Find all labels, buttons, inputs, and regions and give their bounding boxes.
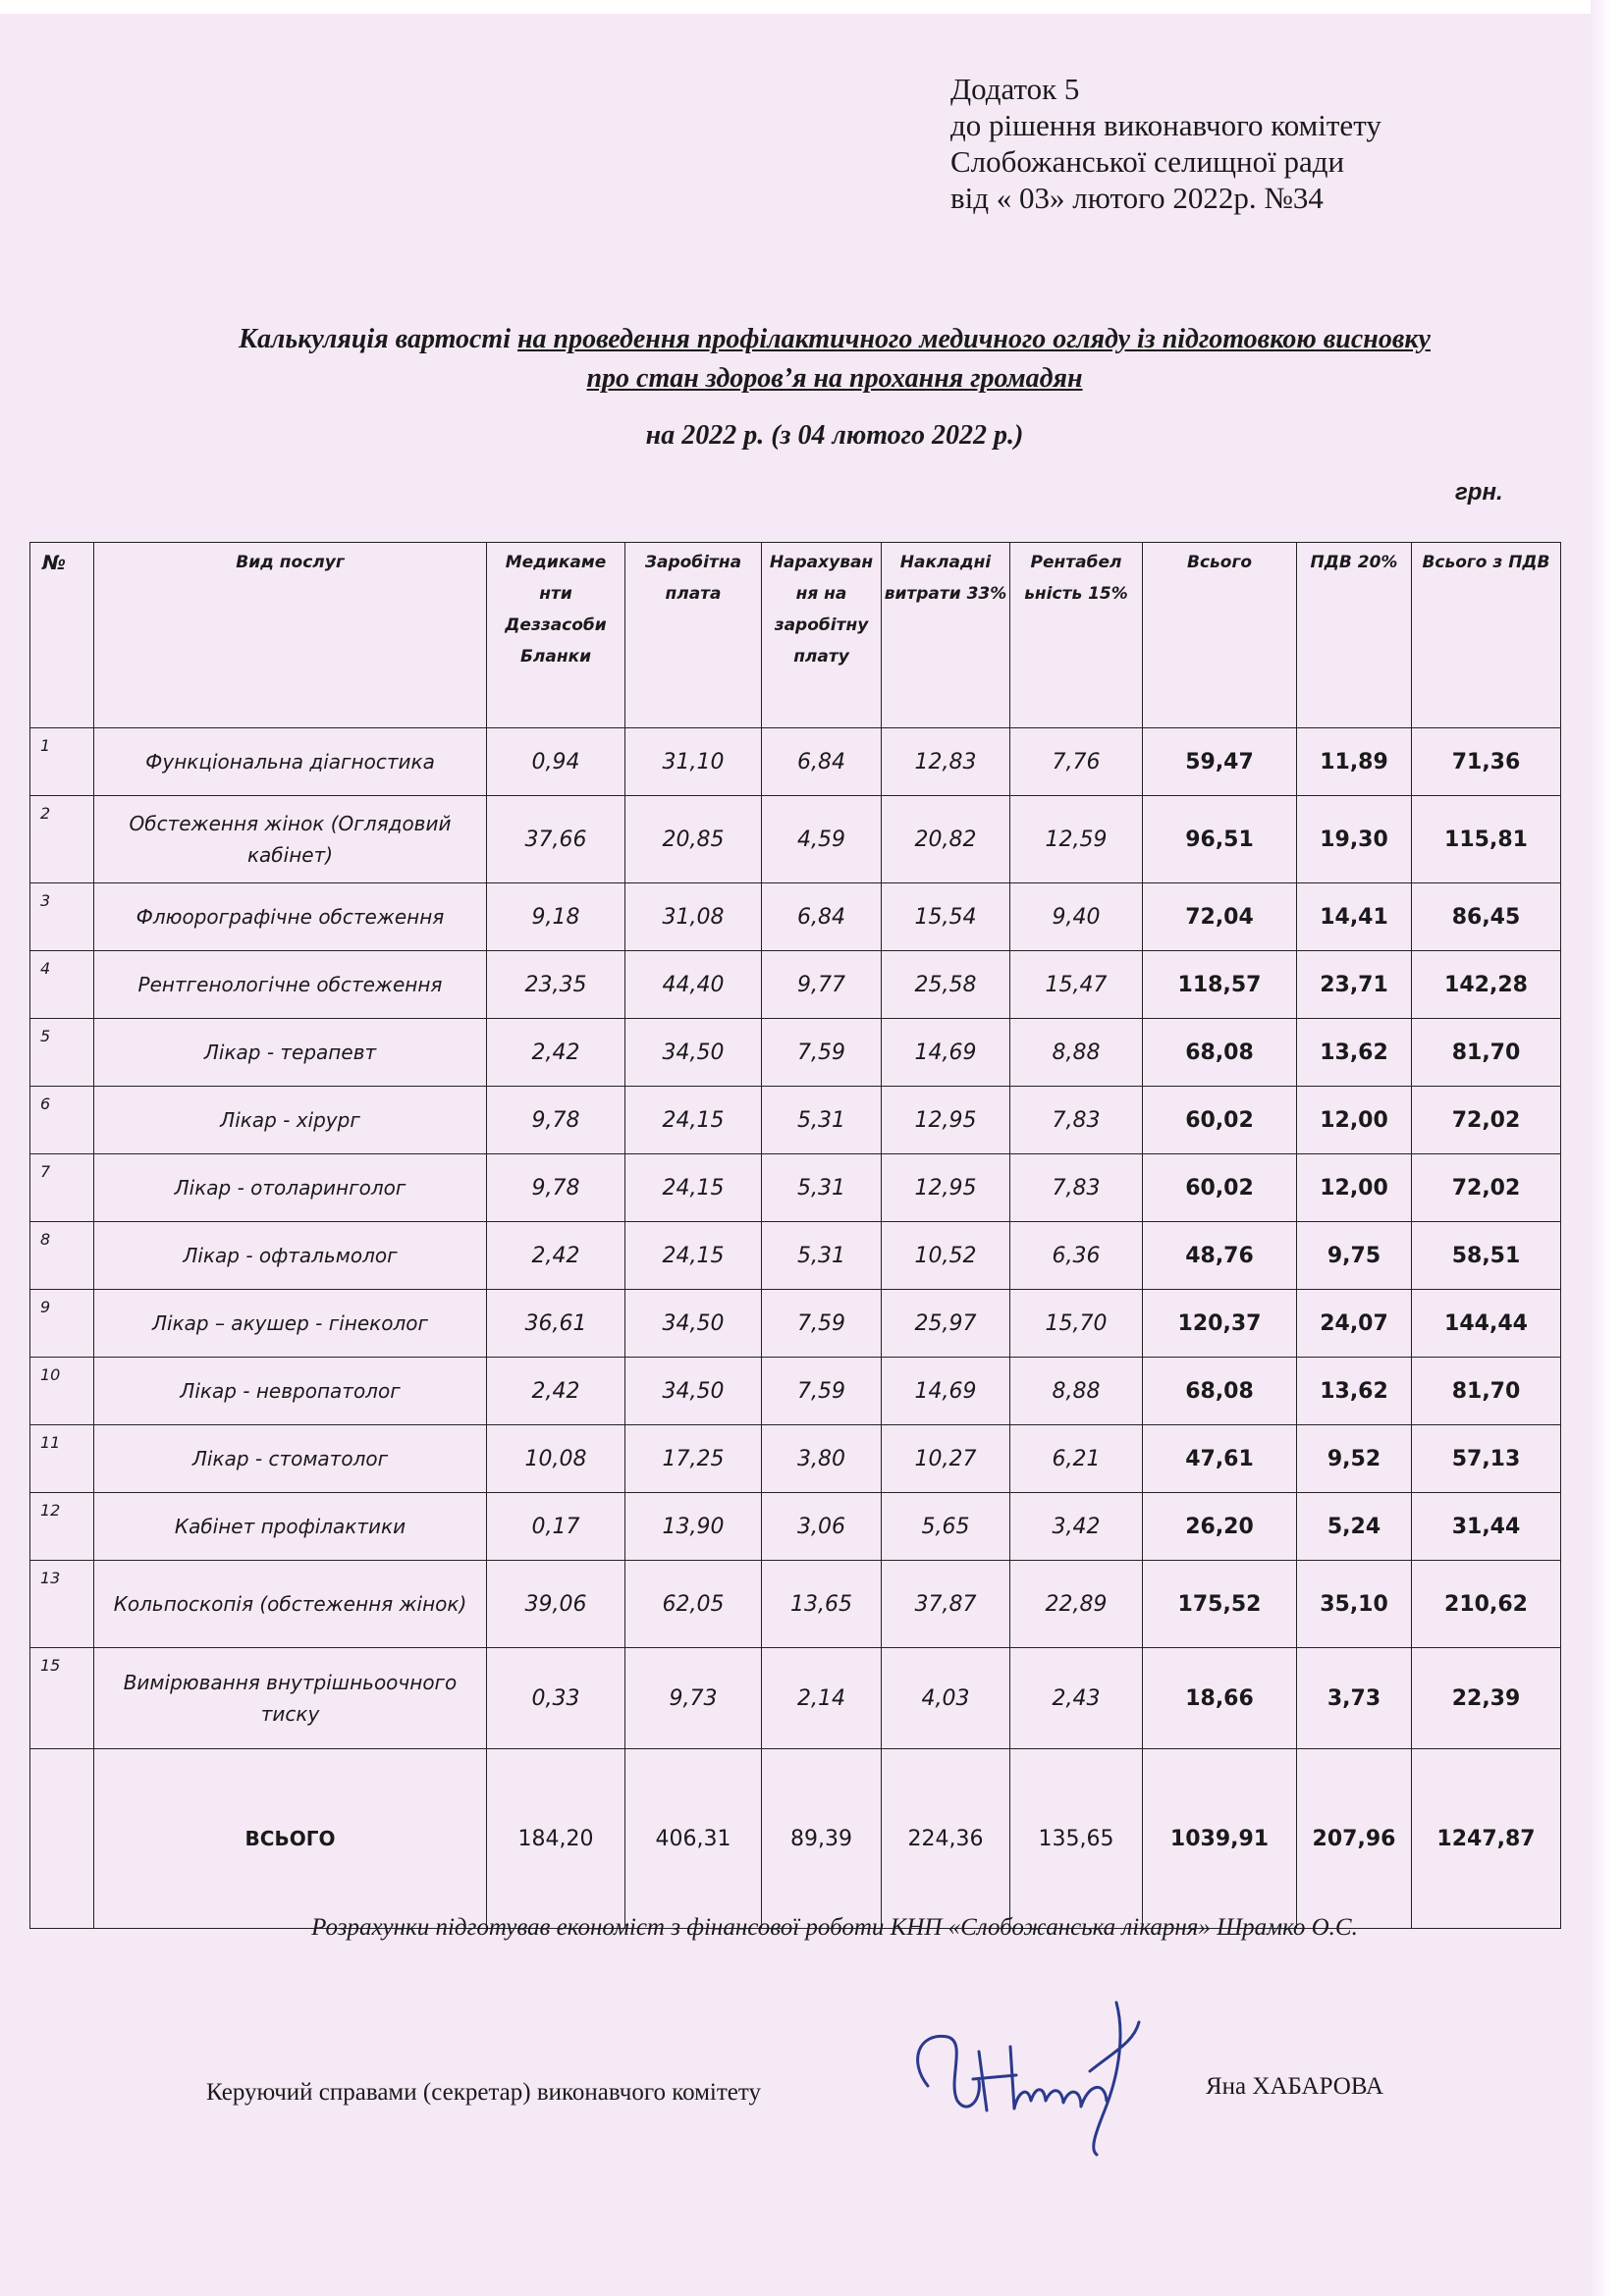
row-overhead: 10,27 xyxy=(882,1425,1010,1493)
row-overhead: 10,52 xyxy=(882,1222,1010,1290)
scan-edge-top xyxy=(0,0,1624,14)
annex-line: Слобожанської селищної ради xyxy=(950,144,1345,179)
row-num: 8 xyxy=(30,1222,94,1290)
row-vat: 11,89 xyxy=(1297,728,1412,796)
cost-table xyxy=(29,542,1561,1929)
row-salary: 24,15 xyxy=(625,1154,762,1222)
signer-name: Яна ХАБАРОВА xyxy=(1206,2073,1384,2100)
row-salary: 24,15 xyxy=(625,1087,762,1154)
row-total-vat: 210,62 xyxy=(1412,1561,1561,1648)
annex-block xyxy=(950,71,1381,216)
row-vat: 13,62 xyxy=(1297,1019,1412,1087)
scan-edge-right xyxy=(1591,0,1624,2296)
row-service: Лікар - невропатолог xyxy=(94,1358,487,1425)
row-total: 26,20 xyxy=(1143,1493,1297,1561)
table-row xyxy=(30,728,1561,796)
row-accruals: 7,59 xyxy=(762,1019,882,1087)
row-profit: 8,88 xyxy=(1010,1358,1143,1425)
row-profit: 8,88 xyxy=(1010,1019,1143,1087)
row-service: Лікар - хірург xyxy=(94,1087,487,1154)
row-service: Вимірювання внутрішньоочного тиску xyxy=(94,1648,487,1749)
row-meds: 9,78 xyxy=(487,1154,625,1222)
row-vat: 24,07 xyxy=(1297,1290,1412,1358)
row-accruals: 5,31 xyxy=(762,1087,882,1154)
row-profit: 12,59 xyxy=(1010,796,1143,883)
row-overhead: 37,87 xyxy=(882,1561,1010,1648)
header-salary: Заробітна плата xyxy=(625,543,762,728)
row-accruals: 3,80 xyxy=(762,1425,882,1493)
row-salary: 9,73 xyxy=(625,1648,762,1749)
total-meds: 184,20 xyxy=(487,1749,625,1929)
row-vat: 9,75 xyxy=(1297,1222,1412,1290)
currency-unit: грн. xyxy=(1455,479,1503,506)
row-service: Функціональна діагностика xyxy=(94,728,487,796)
table-row xyxy=(30,1087,1561,1154)
row-profit: 3,42 xyxy=(1010,1493,1143,1561)
row-service: Рентгенологічне обстеження xyxy=(94,951,487,1019)
table-row xyxy=(30,883,1561,951)
row-accruals: 5,31 xyxy=(762,1154,882,1222)
row-num: 5 xyxy=(30,1019,94,1087)
row-overhead: 5,65 xyxy=(882,1493,1010,1561)
row-service: Флюорографічне обстеження xyxy=(94,883,487,951)
row-vat: 12,00 xyxy=(1297,1154,1412,1222)
row-total: 60,02 xyxy=(1143,1087,1297,1154)
row-accruals: 7,59 xyxy=(762,1290,882,1358)
row-num: 11 xyxy=(30,1425,94,1493)
row-num: 6 xyxy=(30,1087,94,1154)
row-salary: 62,05 xyxy=(625,1561,762,1648)
row-overhead: 12,95 xyxy=(882,1154,1010,1222)
row-accruals: 6,84 xyxy=(762,728,882,796)
row-service: Кольпоскопія (обстеження жінок) xyxy=(94,1561,487,1648)
row-total-vat: 22,39 xyxy=(1412,1648,1561,1749)
row-meds: 37,66 xyxy=(487,796,625,883)
row-service: Лікар - отоларинголог xyxy=(94,1154,487,1222)
row-vat: 19,30 xyxy=(1297,796,1412,883)
row-total-vat: 72,02 xyxy=(1412,1154,1561,1222)
row-overhead: 12,83 xyxy=(882,728,1010,796)
row-meds: 36,61 xyxy=(487,1290,625,1358)
row-meds: 23,35 xyxy=(487,951,625,1019)
row-service: Обстеження жінок (Оглядовий кабінет) xyxy=(94,796,487,883)
table-row xyxy=(30,951,1561,1019)
total-total-vat: 1247,87 xyxy=(1412,1749,1561,1929)
row-total: 68,08 xyxy=(1143,1358,1297,1425)
row-total-vat: 142,28 xyxy=(1412,951,1561,1019)
document-title xyxy=(147,320,1522,399)
row-total: 175,52 xyxy=(1143,1561,1297,1648)
row-total: 72,04 xyxy=(1143,883,1297,951)
row-total-vat: 71,36 xyxy=(1412,728,1561,796)
row-profit: 15,70 xyxy=(1010,1290,1143,1358)
total-total: 1039,91 xyxy=(1143,1749,1297,1929)
row-salary: 34,50 xyxy=(625,1019,762,1087)
prepared-by-note: Розрахунки підготував економіст з фінансової роботи КНП «Слобожанська лікарня» Шрамко О.С. xyxy=(311,1914,1358,1941)
total-overhead: 224,36 xyxy=(882,1749,1010,1929)
table-row xyxy=(30,1290,1561,1358)
row-total-vat: 72,02 xyxy=(1412,1087,1561,1154)
row-vat: 23,71 xyxy=(1297,951,1412,1019)
row-total: 18,66 xyxy=(1143,1648,1297,1749)
row-accruals: 7,59 xyxy=(762,1358,882,1425)
row-salary: 24,15 xyxy=(625,1222,762,1290)
header-vat: ПДВ 20% xyxy=(1297,543,1412,728)
table-row xyxy=(30,1154,1561,1222)
row-profit: 6,21 xyxy=(1010,1425,1143,1493)
row-num: 9 xyxy=(30,1290,94,1358)
signer-title: Керуючий справами (секретар) виконавчого комітету xyxy=(206,2079,761,2106)
row-profit: 15,47 xyxy=(1010,951,1143,1019)
row-overhead: 15,54 xyxy=(882,883,1010,951)
row-overhead: 12,95 xyxy=(882,1087,1010,1154)
row-overhead: 25,97 xyxy=(882,1290,1010,1358)
row-total-vat: 58,51 xyxy=(1412,1222,1561,1290)
row-salary: 31,10 xyxy=(625,728,762,796)
row-total-vat: 31,44 xyxy=(1412,1493,1561,1561)
row-meds: 39,06 xyxy=(487,1561,625,1648)
header-overhead: Накладні витрати 33% xyxy=(882,543,1010,728)
row-meds: 0,33 xyxy=(487,1648,625,1749)
annex-line: до рішення виконавчого комітету xyxy=(950,108,1381,142)
row-meds: 2,42 xyxy=(487,1358,625,1425)
row-num: 13 xyxy=(30,1561,94,1648)
row-meds: 2,42 xyxy=(487,1019,625,1087)
title-underlined: на проведення профілактичного медичного огляду із підготовкою висновку xyxy=(516,324,1431,354)
table-row xyxy=(30,1222,1561,1290)
row-total-vat: 86,45 xyxy=(1412,883,1561,951)
header-num: № xyxy=(30,543,94,728)
header-accruals: Нарахуван ня на заробітну плату xyxy=(762,543,882,728)
row-accruals: 9,77 xyxy=(762,951,882,1019)
row-meds: 9,78 xyxy=(487,1087,625,1154)
row-vat: 5,24 xyxy=(1297,1493,1412,1561)
table-row xyxy=(30,796,1561,883)
row-accruals: 4,59 xyxy=(762,796,882,883)
row-vat: 3,73 xyxy=(1297,1648,1412,1749)
row-accruals: 6,84 xyxy=(762,883,882,951)
table-header-row xyxy=(30,543,1561,728)
row-profit: 7,76 xyxy=(1010,728,1143,796)
row-total-vat: 144,44 xyxy=(1412,1290,1561,1358)
row-salary: 34,50 xyxy=(625,1358,762,1425)
header-profit: Рентабел ьність 15% xyxy=(1010,543,1143,728)
row-service: Лікар - терапевт xyxy=(94,1019,487,1087)
row-profit: 2,43 xyxy=(1010,1648,1143,1749)
row-total: 118,57 xyxy=(1143,951,1297,1019)
row-meds: 2,42 xyxy=(487,1222,625,1290)
row-accruals: 13,65 xyxy=(762,1561,882,1648)
row-profit: 6,36 xyxy=(1010,1222,1143,1290)
row-salary: 34,50 xyxy=(625,1290,762,1358)
annex-line: від « 03» лютого 2022р. №34 xyxy=(950,181,1324,215)
row-meds: 0,94 xyxy=(487,728,625,796)
row-profit: 22,89 xyxy=(1010,1561,1143,1648)
row-accruals: 3,06 xyxy=(762,1493,882,1561)
annex-line: Додаток 5 xyxy=(950,72,1080,106)
table-row xyxy=(30,1019,1561,1087)
row-vat: 12,00 xyxy=(1297,1087,1412,1154)
row-num: 3 xyxy=(30,883,94,951)
header-total: Всього xyxy=(1143,543,1297,728)
row-total: 47,61 xyxy=(1143,1425,1297,1493)
table-row xyxy=(30,1425,1561,1493)
total-accruals: 89,39 xyxy=(762,1749,882,1929)
row-profit: 7,83 xyxy=(1010,1087,1143,1154)
row-profit: 9,40 xyxy=(1010,883,1143,951)
row-service: Лікар - стоматолог xyxy=(94,1425,487,1493)
row-num: 4 xyxy=(30,951,94,1019)
row-overhead: 14,69 xyxy=(882,1019,1010,1087)
row-profit: 7,83 xyxy=(1010,1154,1143,1222)
row-num: 7 xyxy=(30,1154,94,1222)
document-subtitle: на 2022 р. (з 04 лютого 2022 р.) xyxy=(645,420,1024,451)
row-accruals: 2,14 xyxy=(762,1648,882,1749)
total-row xyxy=(30,1749,1561,1929)
total-profit: 135,65 xyxy=(1010,1749,1143,1929)
row-num: 1 xyxy=(30,728,94,796)
header-meds: Медикаме нти Деззасоби Бланки xyxy=(487,543,625,728)
row-service: Лікар - офтальмолог xyxy=(94,1222,487,1290)
row-total-vat: 81,70 xyxy=(1412,1358,1561,1425)
row-salary: 17,25 xyxy=(625,1425,762,1493)
row-service: Лікар – акушер - гінеколог xyxy=(94,1290,487,1358)
row-overhead: 25,58 xyxy=(882,951,1010,1019)
row-total-vat: 81,70 xyxy=(1412,1019,1561,1087)
table-row xyxy=(30,1648,1561,1749)
row-num: 15 xyxy=(30,1648,94,1749)
row-salary: 44,40 xyxy=(625,951,762,1019)
title-prefix: Калькуляція вартості xyxy=(239,324,517,354)
row-overhead: 4,03 xyxy=(882,1648,1010,1749)
row-total: 68,08 xyxy=(1143,1019,1297,1087)
row-accruals: 5,31 xyxy=(762,1222,882,1290)
row-total: 120,37 xyxy=(1143,1290,1297,1358)
header-service: Вид послуг xyxy=(94,543,487,728)
title-line2: про стан здоров’я на прохання громадян xyxy=(586,363,1083,394)
row-salary: 31,08 xyxy=(625,883,762,951)
total-vat: 207,96 xyxy=(1297,1749,1412,1929)
row-overhead: 20,82 xyxy=(882,796,1010,883)
row-total-vat: 115,81 xyxy=(1412,796,1561,883)
total-label: ВСЬОГО xyxy=(94,1749,487,1929)
table-row xyxy=(30,1561,1561,1648)
row-salary: 20,85 xyxy=(625,796,762,883)
row-vat: 14,41 xyxy=(1297,883,1412,951)
row-total: 96,51 xyxy=(1143,796,1297,883)
header-total-vat: Всього з ПДВ xyxy=(1412,543,1561,728)
row-meds: 0,17 xyxy=(487,1493,625,1561)
row-num: 10 xyxy=(30,1358,94,1425)
table-row xyxy=(30,1493,1561,1561)
row-total: 48,76 xyxy=(1143,1222,1297,1290)
row-total: 59,47 xyxy=(1143,728,1297,796)
row-total-vat: 57,13 xyxy=(1412,1425,1561,1493)
row-total: 60,02 xyxy=(1143,1154,1297,1222)
row-vat: 35,10 xyxy=(1297,1561,1412,1648)
row-meds: 10,08 xyxy=(487,1425,625,1493)
signature-image xyxy=(889,1993,1203,2160)
row-num: 2 xyxy=(30,796,94,883)
row-salary: 13,90 xyxy=(625,1493,762,1561)
row-service: Кабінет профілактики xyxy=(94,1493,487,1561)
table-row xyxy=(30,1358,1561,1425)
row-num: 12 xyxy=(30,1493,94,1561)
row-vat: 9,52 xyxy=(1297,1425,1412,1493)
total-salary: 406,31 xyxy=(625,1749,762,1929)
row-vat: 13,62 xyxy=(1297,1358,1412,1425)
row-meds: 9,18 xyxy=(487,883,625,951)
row-overhead: 14,69 xyxy=(882,1358,1010,1425)
total-num xyxy=(30,1749,94,1929)
